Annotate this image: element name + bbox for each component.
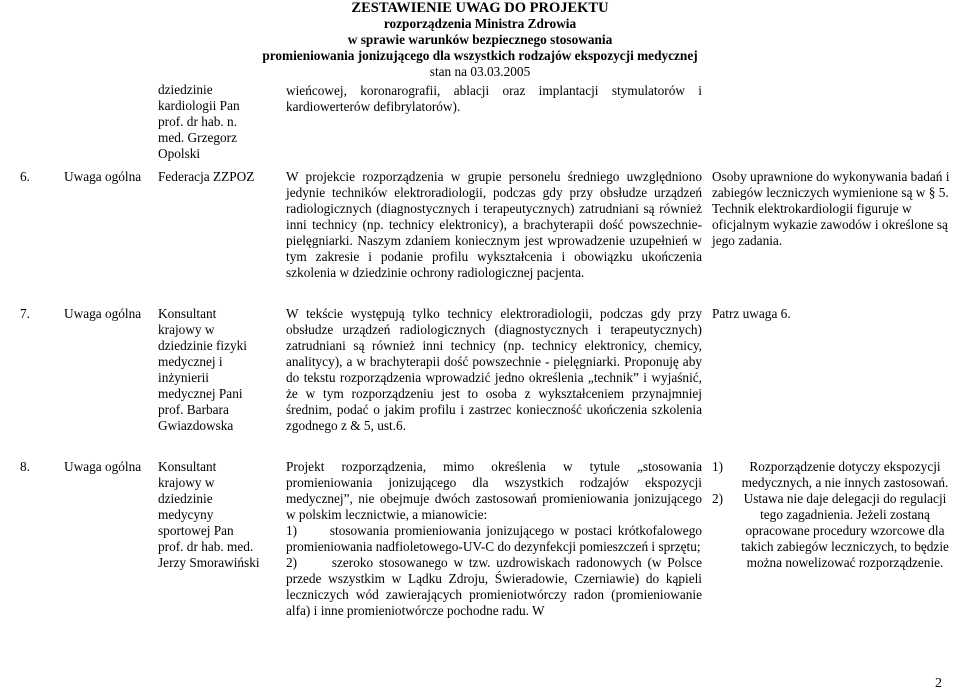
source-line: dziedzinie fizyki [158, 338, 247, 353]
row-8-comment-item-2: 2) szeroko stosowanego w tzw. uzdrowiskach radonowych (w Polsce przede wszystkim w Lądku Zdroju, Świeradowie, Czerniawie) do kąpieli leczniczych wód zawierających promieniotwórczy radon (promieniowanie alfa) i inne promieniotwórcze pochodne radu. W [286, 555, 706, 618]
row-6-source: Federacja ZZPOZ [158, 169, 255, 184]
row-8-comment-item-1: 1) stosowania promieniowania jonizującego w postaci krótkofalowego promieniowania nadfioletowego-UV-C do dezynfekcji pomieszczeń i sprzętu; [286, 523, 706, 554]
header-line-2: rozporządzenia Ministra Zdrowia [383, 16, 577, 31]
source-line: prof. dr hab. n. [158, 114, 238, 129]
source-line: med. Grzegorz [158, 130, 238, 145]
row-8-comment-intro: Projekt rozporządzenia, mimo określenia w tytule „stosowania promieniowania jonizującego dla wszystkich rodzajów ekspozycji medycznej”, nie obejmuje dwóch zastosowań promieniowania jonizującego w polskim lecznictwie, a mianowicie: [286, 459, 702, 522]
row-6-type: Uwaga ogólna [64, 169, 142, 184]
document-title: ZESTAWIENIE UWAG DO PROJEKTU [351, 0, 609, 16]
source-line: Jerzy Smorawiński [158, 555, 260, 570]
source-line: dziedzinie [158, 491, 213, 506]
header-date: 03.03.2005 [470, 64, 531, 79]
header-line-4: promieniowania jonizującego dla wszystkich rodzajów ekspozycji medycznej [262, 48, 698, 63]
source-line: prof. dr hab. med. [158, 539, 254, 554]
row-6-number: 6. [20, 169, 30, 184]
source-line: krajowy w [158, 322, 215, 337]
source-line: prof. Barbara [158, 402, 229, 417]
page-number: 2 [935, 676, 942, 691]
row-7-response: Patrz uwaga 6. [712, 306, 791, 321]
source-line: Konsultant [158, 306, 217, 321]
row-8-type: Uwaga ogólna [64, 459, 142, 474]
row-8-comment [286, 459, 706, 619]
list-number: 1) [712, 459, 724, 474]
source-line: Konsultant [158, 459, 217, 474]
list-text: Ustawa nie daje delegacji do regulacji tego zagadnienia. Jeżeli zostaną opracowane procedury wzorcowe dla takich zabiegów leczniczych, to będzie można nowelizować rozporządzenie. [741, 491, 949, 570]
response-list-item [712, 491, 952, 571]
source-line: dziedzinie [158, 82, 213, 97]
row-7-comment: W tekście występują tylko technicy elektroradiologii, podczas gdy przy obsłudze urządzeń radiologicznych (diagnostycznych i terapeutycznych) zatrudniani są również inni technicy (np. technicy elektronicy, chemicy, analitycy), a w brachyterapii dość powszechnie - pielęgniarki. Proponuję aby do tekstu rozporządzenia wprowadzić jedno określenia „technik” i wyjaśnić, że w tym rozporządzeniu jest to osoba z wykształceniem przynajmniej średnim, podać o jakim profilu i zastrzec konieczność ukończenia szkolenia zgodnego z & 5, ust.6. [286, 306, 702, 433]
source-line: inżynierii [158, 370, 209, 385]
cont-source [158, 82, 270, 162]
source-line: sportowej Pan [158, 523, 234, 538]
source-line: medycznej Pani [158, 386, 243, 401]
response-list-item [712, 459, 952, 491]
source-line: medycznej i [158, 354, 223, 369]
source-line: Gwiazdowska [158, 418, 234, 433]
list-text: Rozporządzenie dotyczy ekspozycji medycznych, a nie innych zastosowań. [741, 459, 949, 490]
header-date-line [0, 64, 960, 80]
row-7-number: 7. [20, 306, 30, 321]
source-line: kardiologii Pan [158, 98, 240, 113]
document-header [0, 0, 960, 80]
row-6-response: Osoby uprawnione do wykonywania badań i zabiegów leczniczych wymienione są w § 5. Technik elektrokardiologii figuruje w oficjalnym wykazie zawodów i określone są jego zadania. [712, 169, 950, 248]
row-7-type: Uwaga ogólna [64, 306, 142, 321]
row-6-comment: W projekcie rozporządzenia w grupie personelu średniego uwzględniono jedynie techników elektroradiologii, podczas gdy przy obsłudze urządzeń radiologicznych (diagnostycznych i terapeutycznych) zatrudniani są również inni technicy (np. technicy elektronicy), a brachyterapii dość powszechnie- pielęgniarki. Naszym zdaniem koniecznym jest wprowadzenie uzupełnień w tym zakresie i podanie profilu wykształcenia i obowiązku ukończenia szkolenia w dziedzinie ochrony radiologicznej pacjenta. [286, 169, 702, 280]
row-7-source [158, 306, 270, 434]
source-line: krajowy w [158, 475, 215, 490]
row-8-response [712, 459, 952, 571]
date-prefix: stan na [429, 64, 471, 79]
source-line: Opolski [158, 146, 201, 161]
row-8-source [158, 459, 270, 571]
source-line: medycyny [158, 507, 214, 522]
row-8-number: 8. [20, 459, 30, 474]
header-line-3: w sprawie warunków bezpiecznego stosowania [347, 32, 613, 47]
list-number: 2) [712, 491, 724, 506]
cont-comment: wieńcowej, koronarografii, ablacji oraz implantacji stymulatorów i kardiowerterów defibrylatorów). [286, 83, 702, 114]
